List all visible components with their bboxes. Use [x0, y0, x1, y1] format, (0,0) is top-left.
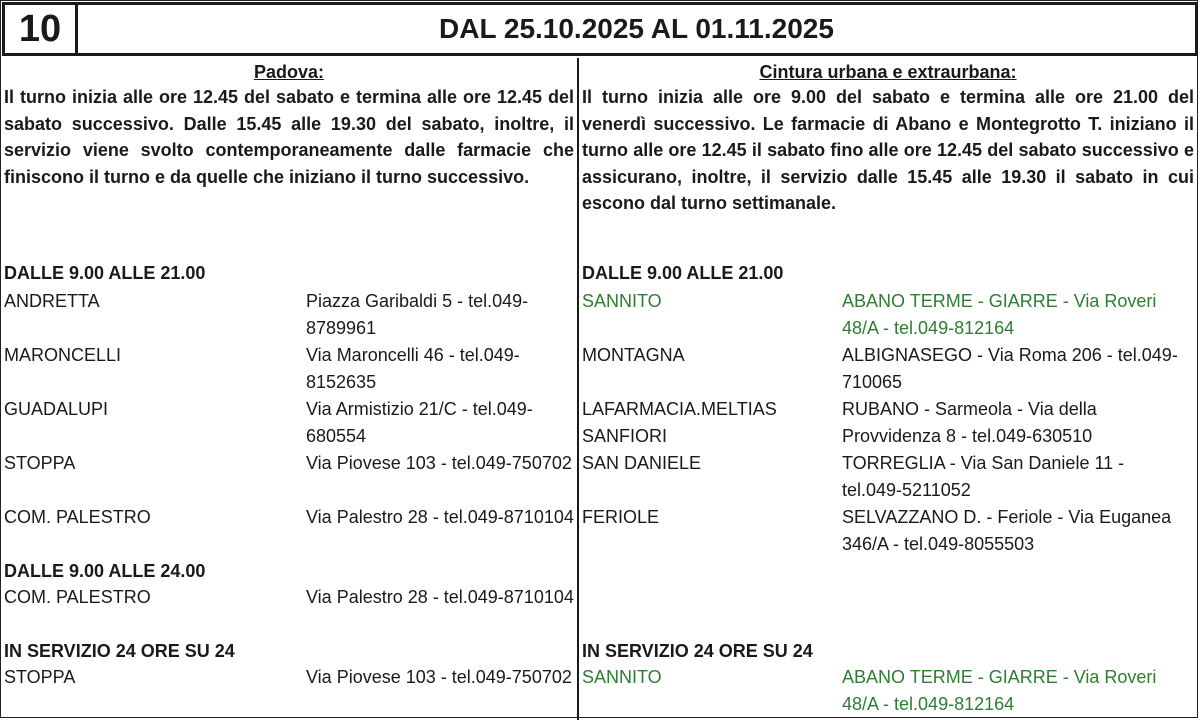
padova-description: Il turno inizia alle ore 12.45 del sabato e termina alle ore 12.45 del sabato successivo. Dalle 15.45 alle 19.30 del sabato, inoltre, il servizio viene svolto contemporaneamente dalle farmacie che finiscono il turno e da quelle che iniziano il turno successivo.	[4, 87, 574, 187]
pharmacy-name: COM. PALESTRO	[4, 587, 151, 607]
pharmacy-name: SANNITO	[582, 667, 662, 687]
pharmacy-address: Via Piovese 103 - tel.049-750702	[306, 453, 572, 473]
date-range-title: DAL 25.10.2025 AL 01.11.2025	[78, 2, 1198, 56]
pharmacy-address: Via Palestro 28 - tel.049-8710104	[306, 507, 574, 527]
section-heading: DALLE 9.00 ALLE 21.00	[582, 263, 784, 283]
cintura-description: Il turno inizia alle ore 9.00 del sabato e termina alle ore 21.00 del venerdì successivo. Le farmacie di Abano e Montegrotto T. iniziano il turno alle ore 12.45 il sabato fino alle ore 12.45 del sabato successivo e assicurano, inoltre, il servizio dalle 15.45 alle 19.30 il sabato in cui escono dal turno settimanale.	[582, 87, 1194, 213]
pharmacy-name: GUADALUPI	[4, 399, 109, 419]
padova-column	[4, 60, 574, 687]
pharmacy-name: COM. PALESTRO	[4, 507, 151, 527]
section-heading: IN SERVIZIO 24 ORE SU 24	[582, 641, 813, 661]
padova-title: Padova:	[253, 62, 325, 82]
pharmacy-address: Via Maroncelli 46 - tel.049-8152635	[306, 345, 520, 392]
pharmacy-address: Via Piovese 103 - tel.049-750702	[306, 667, 572, 687]
section-heading: DALLE 9.00 ALLE 21.00	[4, 263, 206, 283]
cintura-title: Cintura urbana e extraurbana:	[759, 62, 1017, 82]
pharmacy-address: Via Palestro 28 - tel.049-8710104	[306, 587, 574, 607]
pharmacy-name: LAFARMACIA.MELTIAS SANFIORI	[582, 399, 777, 446]
pharmacy-name: SANNITO	[582, 291, 662, 311]
pharmacy-name: STOPPA	[4, 453, 76, 473]
pharmacy-name: MONTAGNA	[582, 345, 685, 365]
column-divider	[577, 58, 579, 720]
header	[0, 0, 1198, 58]
section-heading: DALLE 9.00 ALLE 24.00	[4, 561, 206, 581]
pharmacy-address: Via Armistizio 21/C - tel.049-680554	[306, 399, 533, 446]
pharmacy-address: ALBIGNASEGO - Via Roma 206 - tel.049-710065	[842, 345, 1178, 392]
pharmacy-name: MARONCELLI	[4, 345, 122, 365]
pharmacy-name: FERIOLE	[582, 507, 660, 527]
pharmacy-name: SAN DANIELE	[582, 453, 702, 473]
pharmacy-address: ABANO TERME - GIARRE - Via Roveri 48/A - tel.049-812164	[842, 291, 1157, 338]
pharmacy-address: SELVAZZANO D. - Feriole - Via Euganea 346/A - tel.049-8055503	[842, 507, 1172, 554]
week-number: 10	[2, 2, 78, 56]
pharmacy-name: ANDRETTA	[4, 291, 100, 311]
pharmacy-address: ABANO TERME - GIARRE - Via Roveri 48/A - tel.049-812164	[842, 667, 1157, 714]
section-heading: IN SERVIZIO 24 ORE SU 24	[4, 641, 235, 661]
pharmacy-name: STOPPA	[4, 667, 76, 687]
pharmacy-address: TORREGLIA - Via San Daniele 11 - tel.049-5211052	[842, 453, 1125, 500]
cintura-column	[582, 60, 1194, 714]
pharmacy-address: RUBANO - Sarmeola - Via della Provvidenza 8 - tel.049-630510	[842, 399, 1097, 446]
pharmacy-address: Piazza Garibaldi 5 - tel.049-8789961	[306, 291, 529, 338]
